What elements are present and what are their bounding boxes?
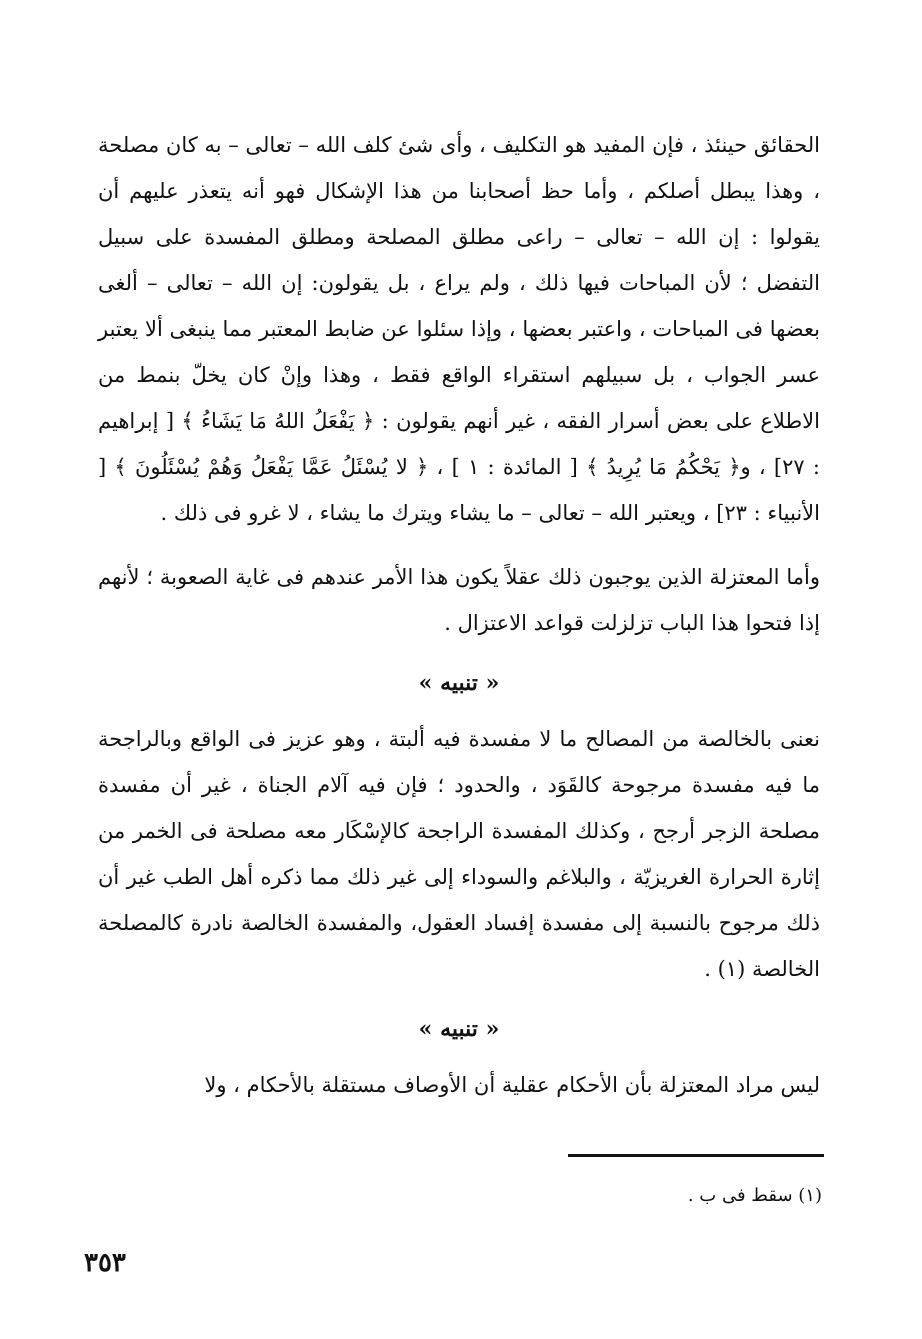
section-heading-2: « تنبيه » <box>418 1016 500 1042</box>
main-text <box>98 122 820 1108</box>
paragraph-3-text: نعنى بالخالصة من المصالح ما لا مفسدة فيه ألبتة ، وهو عزيز فى الواقع وبالراجحة ما فيه مفسدة مرجوحة كالقَوَد ، والحدود ؛ فإن فيه آلام الجناة ، غير أن مفسدة مصلحة الزجر أرجح ، وكذلك المفسدة الراجحة كالإسْكَار معه مصلحة فى الخمر من إثارة الحرارة الغريزيّة ، والبلاغم والسوداء إلى غير ذلك مما ذكره أهل الطب غير أن ذلك مرجوح بالنسبة إلى مفسدة إفساد العقول، والمفسدة الخالصة نادرة كالمصلحة الخالصة <box>98 727 820 981</box>
footnote-divider <box>568 1154 824 1157</box>
paragraph-3 <box>98 716 820 992</box>
page-number: ٣٥٣ <box>84 1248 126 1278</box>
paragraph-4: ليس مراد المعتزلة بأن الأحكام عقلية أن الأوصاف مستقلة بالأحكام ، ولا <box>204 1073 820 1097</box>
section-heading-1: « تنبيه » <box>418 670 500 696</box>
footnote-reference: (١) . <box>704 957 752 981</box>
footnote: (١) سقط فى ب . <box>687 1185 822 1206</box>
paragraph-2: وأما المعتزلة الذين يوجبون ذلك عقلاً يكون هذا الأمر عندهم فى غاية الصعوبة ؛ لأنهم إذا فتحوا هذا الباب تزلزلت قواعد الاعتزال . <box>98 565 820 635</box>
paragraph-1: الحقائق حينئذ ، فإن المفيد هو التكليف ، وأى شئ كلف الله – تعالى – به كان مصلحة ، وهذا يبطل أصلكم ، وأما حظ أصحابنا من هذا الإشكال فهو أنه يتعذر عليهم أن يقولوا : إن الله – تعالى – راعى مطلق المصلحة ومطلق المفسدة على سبيل التفضل ؛ لأن المباحات فيها ذلك ، ولم يراع ، بل يقولون: إن الله – تعالى – ألغى بعضها فى المباحات ، واعتبر بعضها ، وإذا سئلوا عن ضابط المعتبر مما ينبغى ألا يعتبر عسر الجواب ، بل سبيلهم استقراء الواقع فقط ، وهذا وإنْ كان يخلّ بنمط من الاطلاع على بعض أسرار الفقه ، غير أنهم يقولون : ﴿ يَفْعَلُ اللهُ مَا يَشَاءُ ﴾ [ إبراهيم : ٢٧] ، و﴿ يَحْكُمُ مَا يُرِيدُ ﴾ [ المائدة : ١ ] ، ﴿ لا يُسْئَلُ عَمَّا يَفْعَلُ وَهُمْ يُسْئَلُونَ ﴾ [ الأنبياء : ٢٣] ، ويعتبر الله – تعالى – ما يشاء ويترك ما يشاء ، لا غرو فى ذلك . <box>98 133 820 525</box>
